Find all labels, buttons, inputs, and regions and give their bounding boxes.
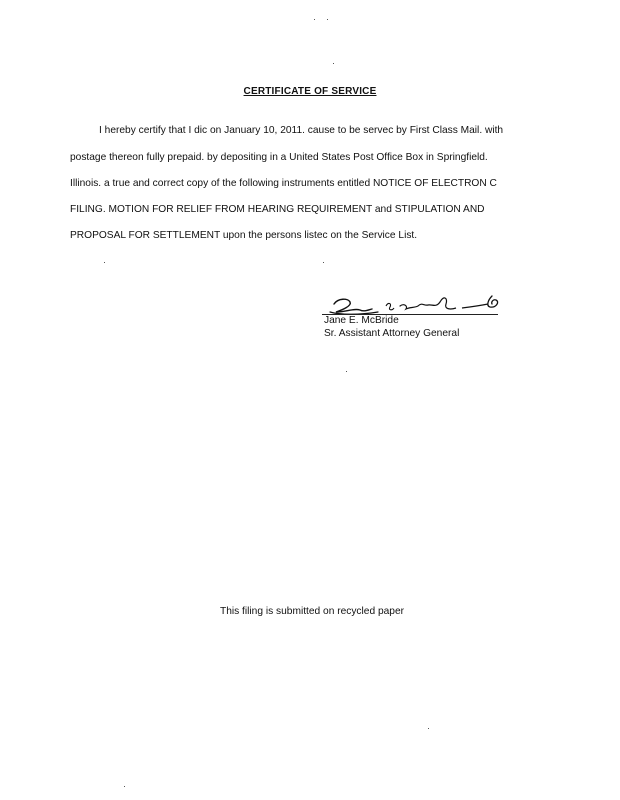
signer-name: Jane E. McBride [324, 315, 399, 326]
scan-speck [346, 371, 347, 372]
signer-title: Sr. Assistant Attorney General [324, 328, 460, 339]
certificate-line-4: FILING. MOTION FOR RELIEF FROM HEARING REQUIREMENT and STIPULATION AND [70, 204, 485, 215]
certificate-title: CERTIFICATE OF SERVICE [243, 86, 377, 97]
scan-speck [124, 786, 125, 787]
certificate-line-3: Illinois. a true and correct copy of the following instruments entitled NOTICE OF ELECTRON C [70, 178, 497, 189]
scan-speck [333, 63, 334, 64]
certificate-line-1: I hereby certify that I dic on January 10, 2011. cause to be servec by First Class Mail. with [99, 125, 504, 136]
scan-speck [314, 19, 315, 20]
scan-speck [104, 262, 105, 263]
scan-speck [327, 19, 328, 20]
scan-speck [323, 262, 324, 263]
recycled-paper-note: This filing is submitted on recycled paper [219, 606, 405, 617]
certificate-line-5: PROPOSAL FOR SETTLEMENT upon the persons listec on the Service List. [70, 230, 418, 241]
certificate-line-2: postage thereon fully prepaid. by depositing in a United States Post Office Box in Springfield. [70, 152, 488, 163]
scan-speck [428, 728, 429, 729]
